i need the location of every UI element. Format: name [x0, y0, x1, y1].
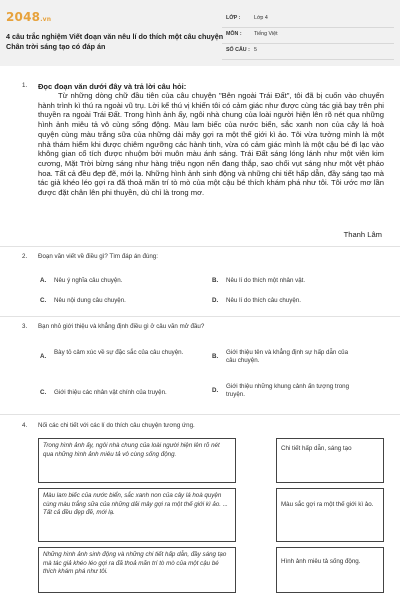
option-text: Giới thiệu những khung cảnh ấn tượng trong truyện. [226, 383, 350, 398]
option-letter: A. [40, 277, 47, 284]
question-number: 2. [22, 253, 28, 260]
question-text: Nối các chi tiết với các lí do thích câu chuyện tương ứng. [38, 422, 195, 429]
matching-detail-1[interactable]: Trong hình ảnh ấy, ngôi nhà chung của loài người hiện lên rõ nét qua những hình ảnh miêu tả vô cùng sống động. [38, 438, 236, 483]
meta-key: MÔN : [226, 31, 242, 37]
divider [0, 316, 400, 317]
option-letter: D. [212, 297, 219, 304]
matching-reason-2[interactable]: Màu sắc gợi ra một thế giới kì ảo. [276, 488, 384, 542]
option-letter: A. [40, 353, 47, 360]
matching-reason-1[interactable]: Chi tiết hấp dẫn, sáng tạo [276, 438, 384, 483]
matching-reason-3[interactable]: Hình ảnh miêu tả sống động. [276, 547, 384, 593]
question-text: Bạn nhỏ giới thiệu và khẳng định điều gì ở câu văn mở đầu? [38, 323, 205, 330]
option-text: Bày tỏ cảm xúc về sự đặc sắc của câu chuyện. [54, 349, 184, 356]
divider [0, 246, 400, 247]
meta-row-subject [222, 28, 394, 44]
option-letter: C. [40, 297, 47, 304]
document-title: 4 câu trắc nghiệm Viết đoạn văn nêu lí do thích một câu chuyện Chân trời sáng tạo có đáp án [6, 32, 224, 51]
question-text: Đoạn văn viết về điều gì? Tìm đáp án đúng: [38, 253, 158, 260]
matching-detail-3[interactable]: Những hình ảnh sinh động và những chi tiết hấp dẫn, đầy sáng tạo mà tác giả khéo léo gợi ra đã thoả mãn trí tò mò của một cậu bé thích khám phá như tôi. [38, 547, 236, 593]
option-letter: B. [212, 353, 219, 360]
reading-passage: Từ những dòng chữ đầu tiên của câu chuyện "Bên ngoài Trái Đất", tôi đã bị cuốn vào chuyến hành trình kì thú ra ngoài vũ trụ. Lời kể thú vị khiến tôi có cảm giác như được cùng tác giả bay trên phi thuyền ra ngoài Trái Đất. Trong hình ảnh ấy, ngôi nhà chung của loài người hiện lên rõ nét qua những hình ảnh miêu tả vô cùng sống động. Màu lam biếc của nước biển, sắc xanh non của cây lá hoà quyện cùng màu trắng sữa của những dải mây gợi ra một thế giới kì ảo. Tôi vừa tưởng mình là một nhà thám hiểm khi được chiêm ngưỡng các hành tinh, vừa có cảm giác mình là một cậu bé đi lạc vào không gian cổ tích được nhuộm bởi muôn màu ánh sáng. Trái Đất sáng lóng lánh như một viên kim cương, Mặt Trời bừng sáng như hàng triệu ngọn nến đang thắp, sao chổi vụt sáng như một vệt pháo hoa. Tất cả đều đẹp đẽ, mới lạ. Những hình ảnh sinh động và những chi tiết hấp dẫn, đầy sáng tạo mà tác giả khéo léo gợi ra đã thoả mãn trí tò mò của một cậu bé thích khám phá như tôi. Tôi ước mơ lần được đặt chân lên phi thuyền, dù chỉ là trong mơ. [38, 91, 384, 198]
logo-text: 2048 [6, 10, 41, 24]
meta-key: LỚP : [226, 15, 241, 21]
meta-value: 5 [254, 47, 257, 53]
option-text: Giới thiệu các nhân vật chính của truyện. [54, 389, 167, 396]
option-text: Nêu ý nghĩa câu chuyện. [54, 277, 123, 284]
meta-key: SỐ CÂU : [226, 47, 250, 53]
question-1 [0, 82, 400, 247]
meta-row-class [222, 12, 394, 28]
option-letter: B. [212, 277, 219, 284]
option-text: Nêu lí do thích một nhân vật. [226, 277, 306, 284]
meta-value: Lớp 4 [254, 15, 268, 21]
site-logo[interactable] [6, 10, 51, 24]
question-title: Đọc đoạn văn dưới đây và trả lời câu hỏi: [38, 82, 187, 91]
option-letter: D. [212, 387, 219, 394]
option-text: Giới thiệu tên và khẳng định sự hấp dẫn của câu chuyện. [226, 349, 349, 364]
option-text: Nêu lí do thích câu chuyện. [226, 297, 301, 304]
passage-author: Thanh Lâm [343, 230, 382, 239]
page-header [0, 0, 400, 66]
matching-detail-2[interactable]: Màu lam biếc của nước biển, sắc xanh non của cây lá hoà quyện cùng màu trắng sữa của những dải mây gợi ra một thế giới kì ảo. ... Tất cả đều đẹp đẽ, mới lạ. [38, 488, 236, 542]
divider [0, 414, 400, 415]
question-number: 1. [22, 82, 28, 89]
meta-value: Tiếng Việt [254, 31, 278, 37]
question-number: 3. [22, 323, 28, 330]
question-number: 4. [22, 422, 28, 429]
logo-suffix: .vn [40, 16, 52, 23]
option-letter: C. [40, 389, 47, 396]
option-text: Nêu nội dung câu chuyện. [54, 297, 126, 304]
question-4 [0, 422, 400, 434]
question-3 [0, 323, 400, 408]
question-2 [0, 253, 400, 313]
document-meta [222, 12, 394, 60]
meta-row-count [222, 44, 394, 60]
